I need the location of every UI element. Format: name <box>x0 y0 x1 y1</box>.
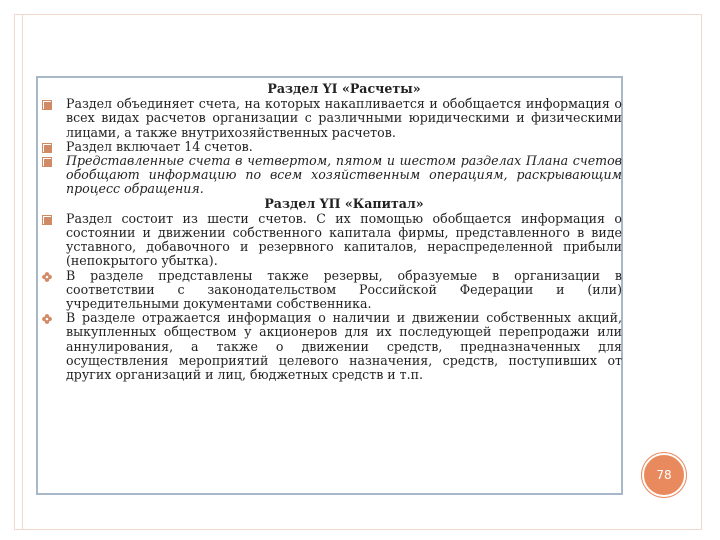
flower-bullet-icon <box>42 272 52 282</box>
section-6-item-3 <box>66 154 622 197</box>
section-7-item-3 <box>66 311 622 382</box>
page-number-badge: 78 <box>642 453 686 497</box>
section-7-item-2-text: В разделе представлены также резервы, образуемые в организации в соответствии с законодательством Российской Федерации и (или) учредительными документами собственника. <box>66 267 622 312</box>
checkbox-bullet-icon <box>42 143 52 153</box>
section-7-item-1-text: Раздел состоит из шести счетов. С их помощью обобщается информация о состоянии и движении собственного капитала фирмы, представленного в виде уставного, добавочного и резервного капиталов, нераспределенной прибыли (непокрытого убытка). <box>66 210 622 269</box>
checkbox-bullet-icon <box>42 215 52 225</box>
section-7-item-1 <box>66 212 622 269</box>
section-6-title: Раздел YI «Расчеты» <box>267 81 421 96</box>
section-7-item-2 <box>66 269 622 312</box>
section-6-item-2 <box>66 140 622 154</box>
checkbox-bullet-icon <box>42 157 52 167</box>
section-6-item-3-text: Представленные счета в четвертом, пятом и шестом разделах Плана счетов обобщают информацию по всем хозяйственным операциям, раскрывающим процесс обращения. <box>66 153 622 197</box>
slide-content-box <box>36 76 623 495</box>
section-7-title: Раздел YП «Капитал» <box>264 195 424 211</box>
checkbox-bullet-icon <box>42 100 52 110</box>
section-7-item-3-text: В разделе отражается информация о наличии и движении собственных акций, выкупленных обществом у акционеров для их последующей перепродажи или аннулирования, а также о движении средств, предназначенных для осуществления мероприятий целевого назначения, средств, поступивших от других организаций и лиц, бюджетных средств и т.п. <box>66 310 622 383</box>
section-6-item-2-text: Раздел включает 14 счетов. <box>66 138 253 154</box>
flower-bullet-icon <box>42 314 52 324</box>
section-6-item-1 <box>66 97 622 140</box>
slide-text <box>66 82 622 382</box>
frame-left-line <box>22 14 23 530</box>
section-6-item-1-text: Раздел объединяет счета, на которых накапливается и обобщается информация о всех видах расчетов организации с различными юридическими и физическими лицами, а также внутрихозяйственных расчетов. <box>66 96 622 140</box>
